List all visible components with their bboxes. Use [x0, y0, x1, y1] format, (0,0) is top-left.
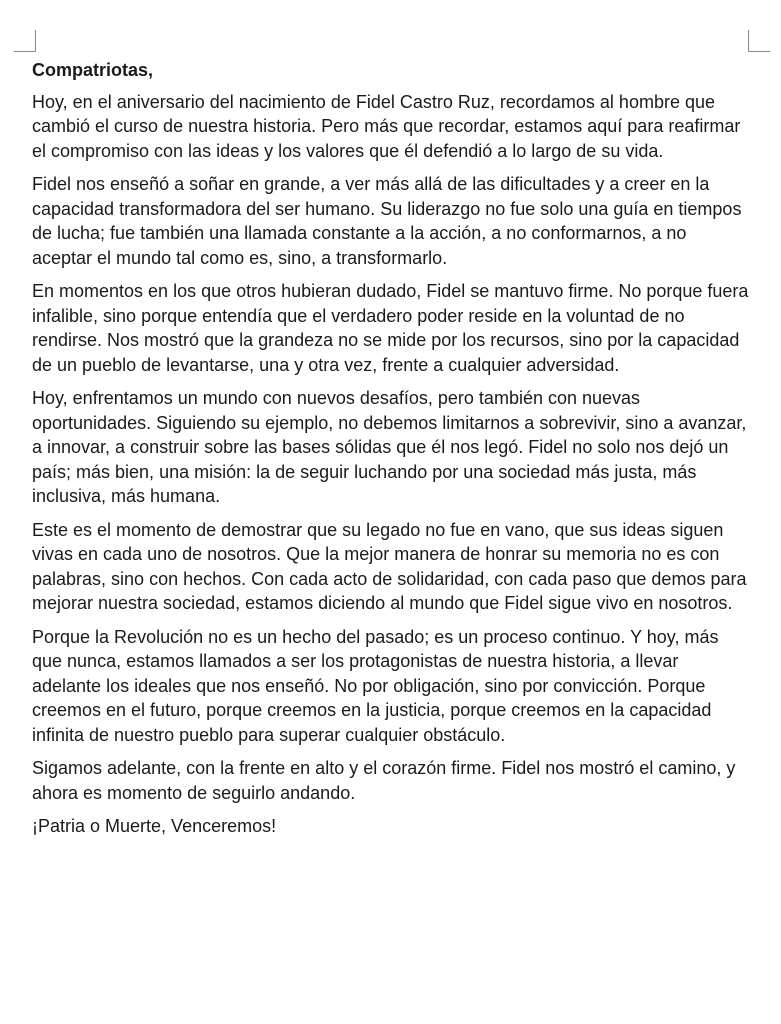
page-corner-mark-top-left: [14, 30, 36, 52]
paragraph: En momentos en los que otros hubieran dudado, Fidel se mantuvo firme. No porque fuera infalible, sino porque entendía que el verdadero poder reside en la voluntad de no rendirse. Nos mostró que la grandeza no se mide por los recursos, sino por la capacidad de un pueblo de levantarse, una y otra vez, frente a cualquier adversidad.: [32, 281, 749, 375]
paragraph: Fidel nos enseñó a soñar en grande, a ver más allá de las dificultades y a creer en la capacidad transformadora del ser humano. Su liderazgo no fue solo una guía en tiempos de lucha; fue también una llamada constante a la acción, a no conformarnos, a no aceptar el mundo tal como es, sino, a transformarlo.: [32, 174, 742, 268]
page-corner-mark-top-right: [748, 30, 770, 52]
document-body[interactable]: [32, 58, 750, 839]
paragraph: Porque la Revolución no es un hecho del pasado; es un proceso continuo. Y hoy, más que nunca, estamos llamados a ser los protagonistas de nuestra historia, a llevar adelante los ideales que nos enseñó. No por obligación, sino por convicción. Porque creemos en el futuro, porque creemos en la justicia, porque creemos en la capacidad infinita de nuestro pueblo para superar cualquier obstáculo.: [32, 626, 719, 745]
paragraph: Sigamos adelante, con la frente en alto y el corazón firme. Fidel nos mostró el camino, y ahora es momento de seguirlo andando.: [32, 758, 736, 803]
salutation: Compatriotas,: [32, 60, 154, 80]
paragraph: Este es el momento de demostrar que su legado no fue en vano, que sus ideas siguen vivas en cada uno de nosotros. Que la mejor manera de honrar su memoria no es con palabras, sino con hechos. Con cada acto de solidaridad, con cada paso que demos para mejorar nuestra sociedad, estamos diciendo al mundo que Fidel sigue vivo en nosotros.: [32, 519, 747, 613]
paragraph: Hoy, enfrentamos un mundo con nuevos desafíos, pero también con nuevas oportunidades. Siguiendo su ejemplo, no debemos limitarnos a sobrevivir, sino a avanzar, a innovar, a construir sobre las bases sólidas que él nos legó. Fidel no solo nos dejó un país; más bien, una misión: la de seguir luchando por una sociedad más justa, más inclusiva, más humana.: [32, 388, 747, 506]
closing-line: ¡Patria o Muerte, Venceremos!: [32, 816, 277, 836]
paragraph: Hoy, en el aniversario del nacimiento de Fidel Castro Ruz, recordamos al hombre que cambió el curso de nuestra historia. Pero más que recordar, estamos aquí para reafirmar el compromiso con las ideas y los valores que él defendió a lo largo de su vida.: [32, 91, 741, 161]
